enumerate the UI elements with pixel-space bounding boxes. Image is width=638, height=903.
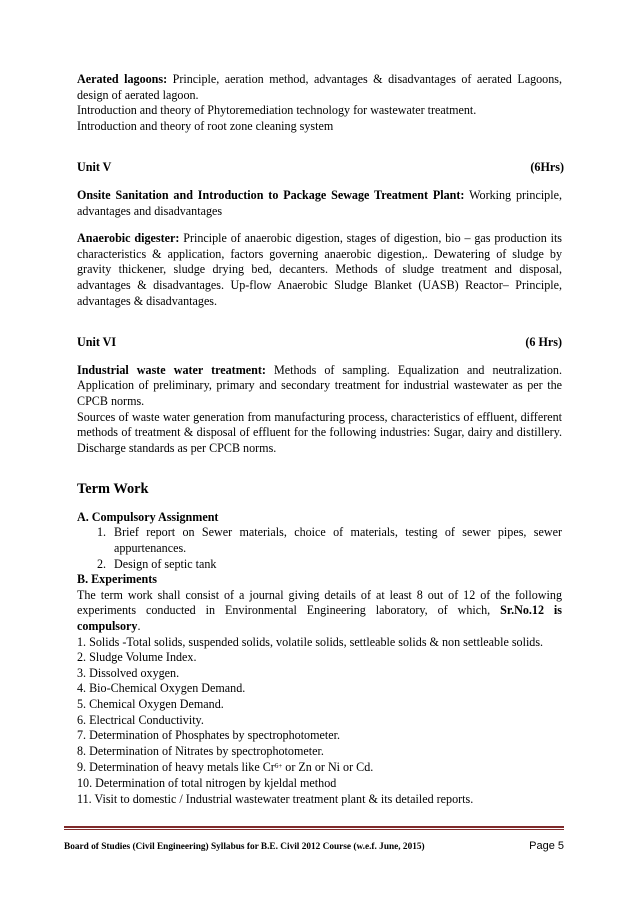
experiment-item: 10. Determination of total nitrogen by kjeldal method	[77, 775, 337, 790]
industrial-waste-text: Methods of sampling. Equalization and neutralization. Application of preliminary, primary and secondary treatment for industrial wastewater as per the CPCB norms.	[77, 362, 563, 408]
anaerobic-digester-heading: Anaerobic digester:	[77, 231, 180, 246]
experiments-intro-text: The term work shall consist of a journal giving details of at least 8 out of 12 of the following experiments conducted in Environmental Engineering laboratory, of which,	[77, 587, 562, 618]
footer-caption: Board of Studies (Civil Engineering) Syllabus for B.E. Civil 2012 Course (w.e.f. June, 2015)	[64, 842, 425, 852]
list-item-number: 2.	[97, 556, 107, 571]
list-item-text: Design of septic tank	[114, 556, 217, 571]
list-item	[97, 557, 562, 573]
list-item-number: 1.	[97, 525, 107, 540]
experiment-item	[77, 759, 562, 776]
experiment-item: 5. Chemical Oxygen Demand.	[77, 697, 224, 711]
footer-rule	[64, 829, 564, 830]
page-content	[77, 72, 562, 807]
aerated-lagoons-paragraph	[77, 72, 562, 103]
footer-text-row	[64, 842, 564, 852]
industrial-waste-heading: Industrial waste water treatment:	[77, 362, 266, 377]
experiment-9-text: 9. Determination of heavy metals like Cr	[77, 760, 275, 775]
root-zone-line: Introduction and theory of root zone cleaning system	[77, 118, 334, 133]
experiments-intro-end: .	[137, 619, 141, 634]
experiments-intro-bold: Sr.No.12 is compulsory	[77, 603, 562, 634]
experiment-item: 7. Determination of Phosphates by spectrophotometer.	[77, 728, 340, 743]
unit-6-hours: (6 Hrs)	[525, 335, 562, 350]
aerated-lagoons-heading: Aerated lagoons:	[77, 72, 168, 86]
sources-paragraph: Sources of waste water generation from manufacturing process, characteristics of effluent, different methods of treatment & disposal of effluent for the following industries: Sugar, dairy and distillery. Discharge standards as per CPCB norms.	[77, 409, 562, 455]
anaerobic-digester-text: Principle of anaerobic digestion, stages of digestion, bio – gas production its characteristics & application, factors governing anaerobic digestion,. Dewatering of sludge by gravity thickener, sludge drying bed, decanters. Methods of sludge treatment and disposal, advantages & disadvantages. Up-flow Anaerobic Sludge Blanket (UASB) Reactor– Principle, advantages & disadvantages.	[77, 231, 563, 308]
unit-5-hours: (6Hrs)	[530, 160, 564, 175]
list-item	[97, 525, 562, 556]
experiment-item: 4. Bio-Chemical Oxygen Demand.	[77, 681, 246, 696]
list-item-text: Brief report on Sewer materials, choice of materials, testing of sewer pipes, sewer appurtenances.	[114, 525, 562, 556]
assignment-list	[77, 525, 562, 572]
experiment-item: 1. Solids -Total solids, suspended solids, volatile solids, settleable solids & non settleable solids.	[77, 634, 544, 649]
aerated-lagoons-text: Principle, aeration method, advantages & disadvantages of aerated Lagoons, design of aerated lagoon.	[77, 72, 562, 102]
page-number: Page 5	[529, 840, 564, 852]
unit-6-header	[77, 335, 562, 351]
industrial-waste-paragraph	[77, 363, 562, 410]
experiment-item: 3. Dissolved oxygen.	[77, 665, 180, 680]
experiment-item: 8. Determination of Nitrates by spectrophotometer.	[77, 743, 324, 758]
unit-5-header	[77, 160, 562, 176]
compulsory-assignment-heading: A. Compulsory Assignment	[77, 509, 219, 524]
experiment-9-superscript: 6+	[274, 762, 283, 771]
unit-6-title: Unit VI	[77, 335, 117, 350]
term-work-heading: Term Work	[77, 481, 149, 498]
experiment-item: 11. Visit to domestic / Industrial wastewater treatment plant & its detailed reports.	[77, 791, 474, 806]
experiment-item: 6. Electrical Conductivity.	[77, 712, 204, 727]
onsite-sanitation-text: Working principle, advantages and disadvantages	[77, 187, 562, 218]
unit-5-title: Unit V	[77, 160, 112, 175]
phytoremediation-line: Introduction and theory of Phytoremediation technology for wastewater treatment.	[77, 103, 477, 118]
experiment-9-text-end: or Zn or Ni or Cd.	[282, 760, 374, 775]
footer	[64, 826, 564, 852]
onsite-sanitation-paragraph	[77, 188, 562, 219]
anaerobic-digester-paragraph	[77, 231, 562, 309]
experiment-item: 2. Sludge Volume Index.	[77, 650, 197, 665]
experiments-intro	[77, 588, 562, 635]
experiments-heading: B. Experiments	[77, 572, 157, 587]
onsite-sanitation-heading: Onsite Sanitation and Introduction to Package Sewage Treatment Plant:	[77, 187, 465, 202]
